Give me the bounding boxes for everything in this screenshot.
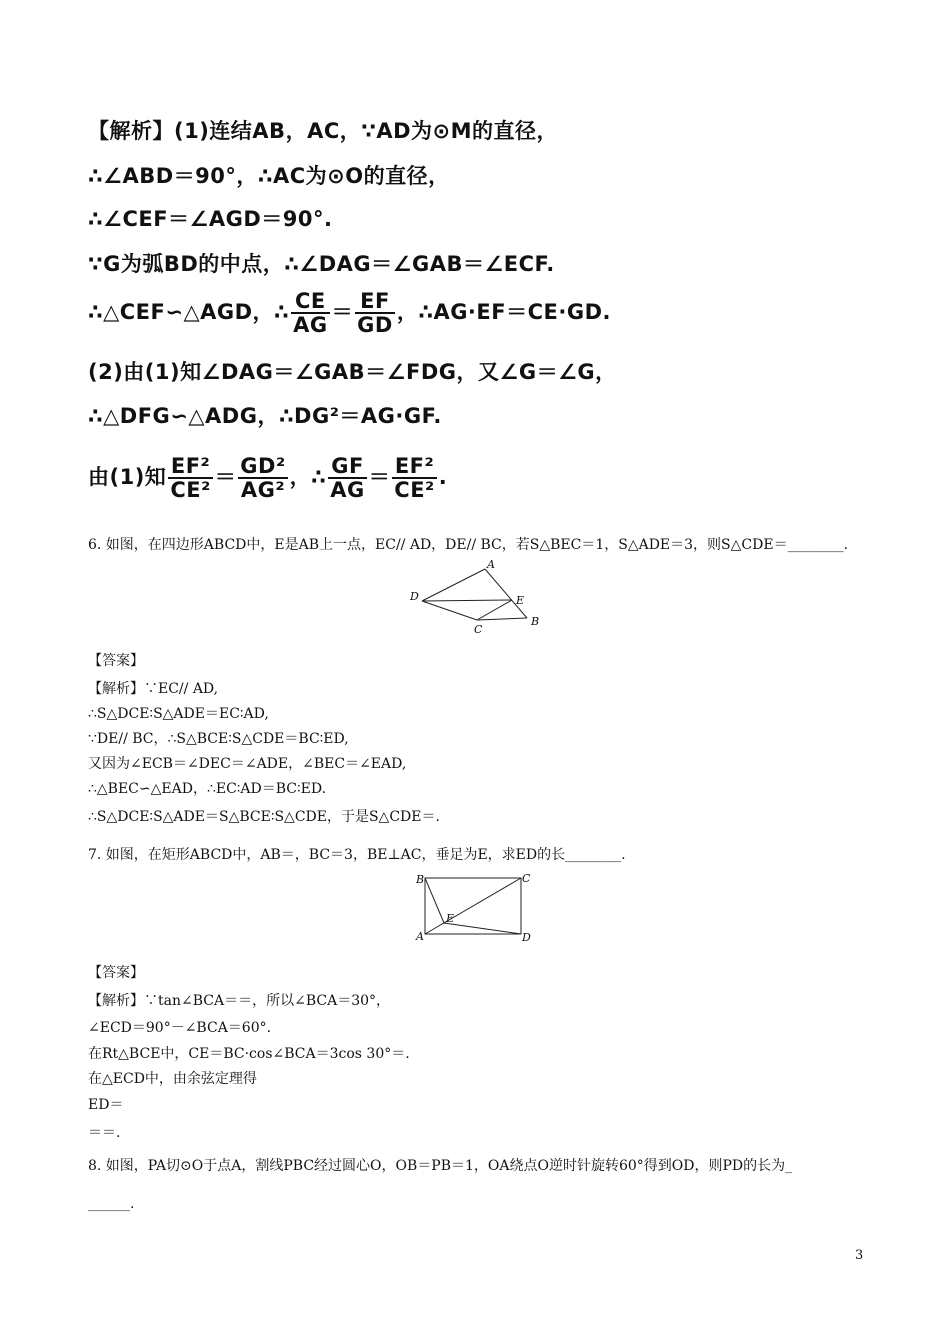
label-b: B — [416, 873, 425, 886]
line8-eq1: ＝ — [214, 465, 237, 490]
solution-line-6: (2)由(1)知∠DAG＝∠GAB＝∠FDG，又∠G＝∠G， — [88, 360, 617, 384]
q7-sol-3: 在Rt△BCE中，CE＝BC·cos∠BCA＝3cos 30°＝. — [88, 1046, 410, 1062]
segment-dc — [422, 601, 477, 620]
segment-cb — [477, 618, 527, 620]
frac-num: EF² — [392, 455, 436, 479]
page-number: 3 — [855, 1248, 864, 1263]
fraction-1 — [168, 455, 212, 501]
segment-de — [422, 600, 512, 601]
q6-answer-label: 【答案】 — [88, 653, 144, 669]
line5-prefix: ∴△CEF∽△AGD，∴ — [88, 300, 290, 325]
fraction-2 — [238, 455, 287, 501]
q7-sol-1: 【解析】∵tan∠BCA＝＝，所以∠BCA＝30°， — [88, 993, 391, 1009]
solution-line-5 — [88, 290, 611, 336]
solution-line-4: ∵G为弧BD的中点，∴∠DAG＝∠GAB＝∠ECF. — [88, 252, 555, 276]
solution-line-7: ∴△DFG∽△ADG，∴DG²＝AG·GF. — [88, 404, 442, 428]
segment-ec — [477, 600, 512, 620]
diagonal-ac — [425, 878, 521, 934]
label-b: B — [531, 615, 540, 628]
fraction-ef-gd — [355, 290, 395, 336]
label-c: C — [522, 872, 531, 885]
frac-num: EF — [355, 290, 395, 314]
q6-sol-3: ∵DE// BC，∴S△BCE∶S△CDE＝BC∶ED, — [88, 731, 349, 747]
frac-den: CE² — [170, 478, 211, 503]
solution-line-1: 【解析】(1)连结AB，AC，∵AD为⊙M的直径， — [88, 119, 559, 143]
frac-num: CE — [291, 290, 330, 314]
line8-eq2: ＝ — [368, 465, 391, 490]
segment-ed — [444, 923, 521, 934]
line5-suffix: ，∴AG·EF＝CE·GD. — [396, 300, 611, 325]
fraction-3 — [328, 455, 367, 501]
fraction-ce-ag — [291, 290, 330, 336]
q6-sol-2: ∴S△DCE∶S△ADE＝EC∶AD, — [88, 706, 269, 722]
frac-num: EF² — [168, 455, 212, 479]
q7-sol-5: ED＝ — [88, 1097, 124, 1113]
frac-den: AG² — [240, 478, 286, 503]
line8-prefix: 由(1)知 — [88, 465, 167, 490]
q6-sol-5: ∴△BEC∽△EAD，∴EC∶AD＝BC∶ED. — [88, 781, 327, 797]
q6-sol-6: ∴S△DCE∶S△ADE＝S△BCE∶S△CDE，于是S△CDE＝. — [88, 809, 440, 825]
label-e: E — [446, 912, 455, 925]
q7-sol-6: ＝＝. — [88, 1125, 121, 1141]
q7-text: 7. 如图，在矩形ABCD中，AB＝，BC＝3，BE⊥AC，垂足为E，求ED的长________. — [88, 847, 626, 863]
frac-den: AG — [330, 478, 365, 503]
solution-line-3: ∴∠CEF＝∠AGD＝90°. — [88, 207, 333, 231]
segment-be — [425, 878, 444, 923]
q7-rectangle-figure — [408, 868, 538, 946]
q7-sol-4: 在△ECD中，由余弦定理得 — [88, 1071, 257, 1087]
line8-suffix: . — [438, 465, 448, 490]
label-d: D — [522, 931, 531, 944]
q8-line-1: 8. 如图，PA切⊙O于点A，割线PBC经过圆心O，OB＝PB＝1，OA绕点O逆时针旋转60°得到OD，则PD的长为_ — [88, 1158, 793, 1174]
q6-sol-4: 又因为∠ECB＝∠DEC＝∠ADE，∠BEC＝∠EAD, — [88, 756, 407, 772]
q7-sol-2: ∠ECD＝90°－∠BCA＝60°. — [88, 1020, 272, 1036]
frac-den: GD — [357, 313, 393, 338]
label-c: C — [474, 623, 483, 636]
line8-mid: ，∴ — [289, 465, 327, 490]
label-d: D — [410, 590, 419, 603]
line5-eq: ＝ — [331, 300, 354, 325]
frac-den: CE² — [394, 478, 435, 503]
frac-num: GD² — [240, 454, 286, 478]
fraction-4 — [392, 455, 436, 501]
segment-da — [422, 569, 485, 601]
q6-quadrilateral-figure — [405, 558, 545, 638]
q8-line-2: ______. — [88, 1196, 135, 1212]
frac-num: GF — [328, 455, 367, 479]
solution-line-2: ∴∠ABD＝90°，∴AC为⊙O的直径， — [88, 164, 450, 188]
frac-den: AG — [293, 313, 328, 338]
q6-sol-1: 【解析】∵EC// AD, — [88, 681, 219, 697]
label-a: A — [416, 930, 424, 943]
q6-text: 6. 如图，在四边形ABCD中，E是AB上一点，EC// AD，DE// BC，若S△BEC＝1，S△ADE＝3，则S△CDE＝________. — [88, 537, 849, 553]
label-a: A — [487, 558, 495, 571]
q7-answer-label: 【答案】 — [88, 965, 144, 981]
solution-line-8 — [88, 455, 447, 501]
label-e: E — [516, 594, 525, 607]
